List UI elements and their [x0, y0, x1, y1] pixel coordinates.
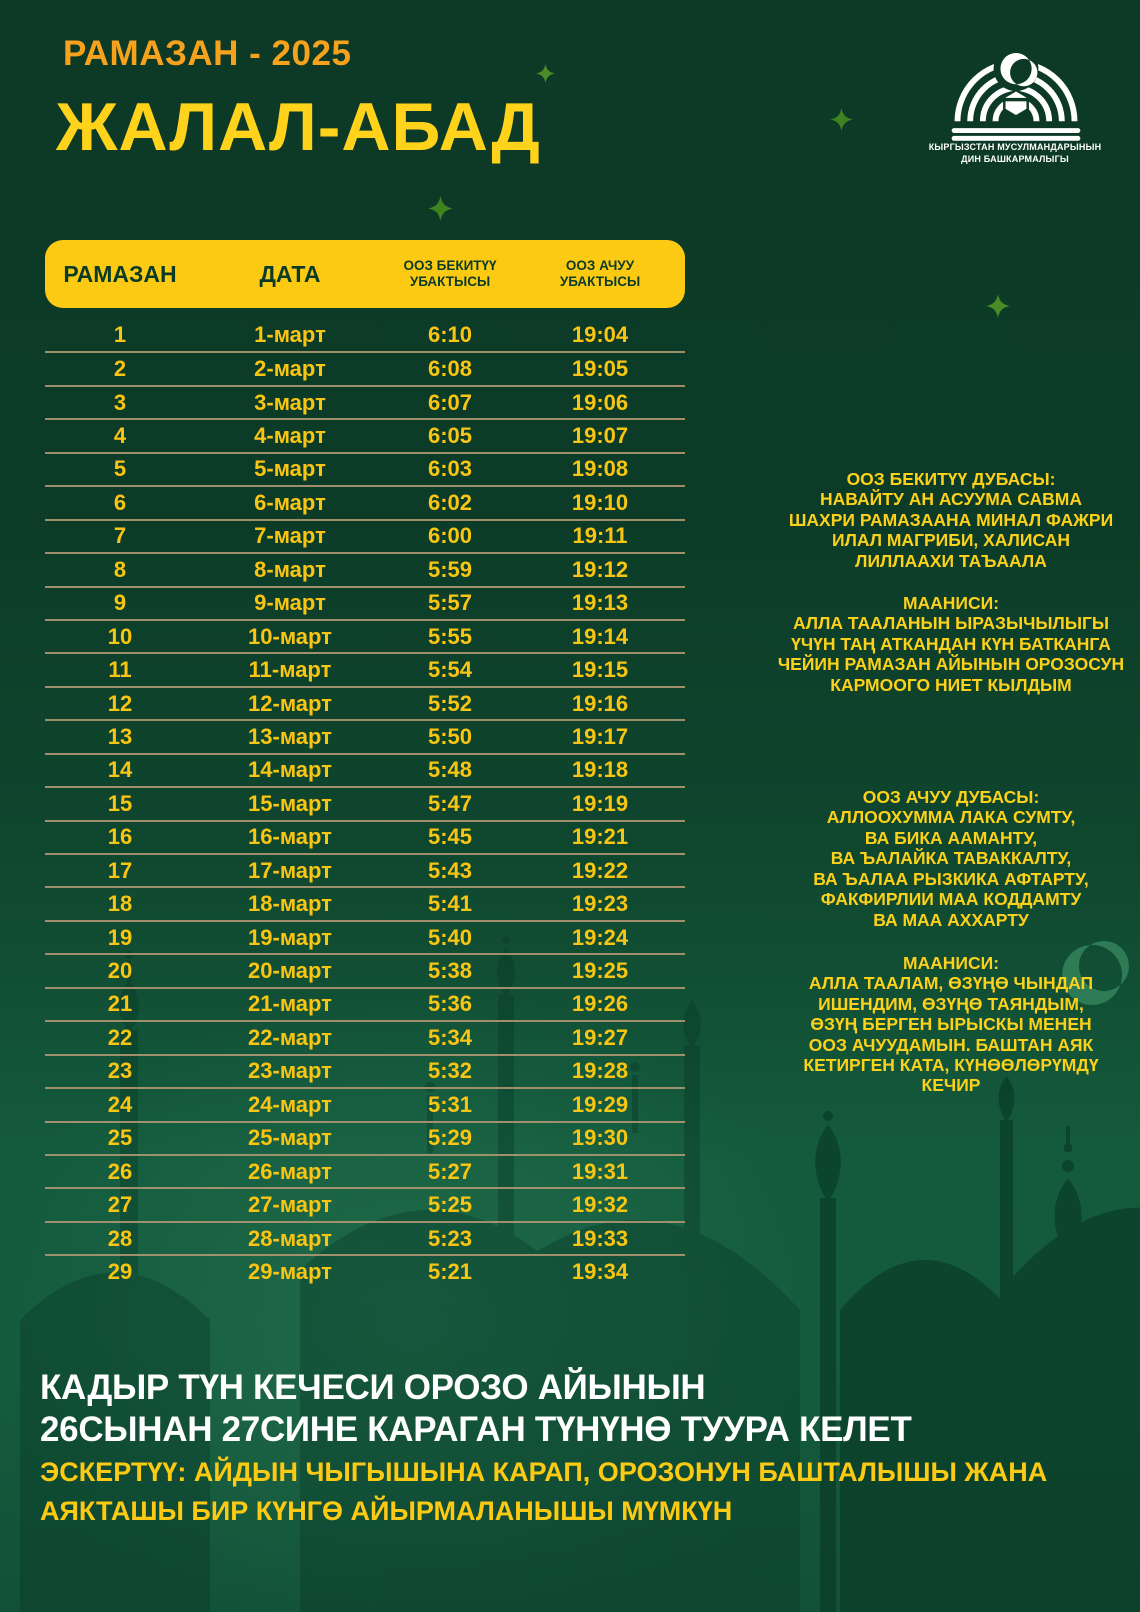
logo-org-line1: КЫРГЫЗСТАН МУСУЛМАНДАРЫНЫН [928, 142, 1102, 152]
date-cell: 15-март [248, 790, 332, 816]
city-title: ЖАЛАЛ-АБАД [56, 89, 541, 165]
timetable-row [45, 886, 685, 919]
fast-start-time: 5:27 [427, 1158, 473, 1184]
fast-start-time: 5:41 [427, 891, 473, 917]
fast-start-time: 5:45 [427, 824, 473, 850]
dua-line: ӨЗҮҢ БЕРГЕН ЫРЫСКЫ МЕНЕН [810, 1014, 1092, 1035]
fast-end-time: 19:06 [571, 389, 629, 415]
fast-end-time: 19:31 [571, 1158, 629, 1184]
column-header-fast-end: ООЗ АЧУУ УБАКТЫСЫ [559, 258, 641, 289]
fast-end-time: 19:30 [571, 1125, 629, 1151]
timetable-row [45, 1054, 685, 1087]
fast-end-time: 19:14 [571, 623, 629, 649]
timetable-row [45, 1187, 685, 1220]
timetable-row [45, 418, 685, 451]
dua-line: КАРМООГО НИЕТ КЫЛДЫМ [830, 674, 1072, 695]
timetable-row [45, 1020, 685, 1053]
fast-end-time: 19:12 [571, 556, 629, 582]
timetable-row [45, 351, 685, 384]
date-cell: 21-март [248, 991, 332, 1017]
kadyr-night-line1: КАДЫР ТҮН КЕЧЕСИ ОРОЗО АЙЫНЫН [40, 1368, 706, 1407]
fast-start-time: 5:23 [427, 1225, 473, 1251]
fast-start-time: 6:02 [427, 489, 473, 515]
sparkle-icon [536, 64, 555, 83]
muftiate-logo-icon [938, 44, 1094, 144]
ramadan-day: 12 [107, 690, 133, 716]
date-cell: 7-март [254, 523, 326, 549]
timetable-row [45, 619, 685, 652]
date-cell: 12-март [248, 690, 332, 716]
date-cell: 13-март [248, 723, 332, 749]
fast-end-time: 19:19 [571, 790, 629, 816]
fast-start-time: 5:57 [427, 590, 473, 616]
timetable-row [45, 953, 685, 986]
ramadan-day: 27 [107, 1192, 133, 1218]
date-cell: 28-март [248, 1225, 332, 1251]
date-cell: 4-март [254, 423, 326, 449]
fast-start-time: 6:00 [427, 523, 473, 549]
timetable-row [45, 1154, 685, 1187]
dua-line: ЧЕЙИН РАМАЗАН АЙЫНЫН ОРОЗОСУН [777, 654, 1125, 675]
fast-end-time: 19:04 [571, 321, 629, 347]
timetable-row [45, 686, 685, 719]
fast-start-time: 5:43 [427, 857, 473, 883]
fast-opening-dua-meaning [753, 953, 1140, 1096]
date-cell: 26-март [248, 1158, 332, 1184]
date-cell: 3-март [254, 389, 326, 415]
ramadan-day: 6 [113, 489, 127, 515]
ramadan-day: 25 [107, 1125, 133, 1151]
dua-line: ООЗ АЧУУДАМЫН. БАШТАН АЯК [808, 1034, 1094, 1055]
dua-line: АЛЛА ТААЛАНЫН ЫРАЗЫЧЫЛЫГЫ [792, 613, 1110, 634]
kadyr-night-line2: 26СЫНАН 27СИНЕ КАРАГАН ТҮНҮНӨ ТУУРА КЕЛЕТ [40, 1410, 912, 1449]
fast-start-time: 6:05 [427, 423, 473, 449]
fast-start-time: 5:52 [427, 690, 473, 716]
ramadan-day: 26 [107, 1158, 133, 1184]
fast-start-time: 5:21 [427, 1258, 473, 1284]
ramadan-day: 24 [107, 1091, 133, 1117]
ramadan-day: 10 [107, 623, 133, 649]
fast-closing-dua [753, 469, 1140, 571]
season-title: РАМАЗАН - 2025 [63, 34, 352, 73]
ramadan-day: 8 [113, 556, 127, 582]
notice-line2: АЯКТАШЫ БИР КҮНГӨ АЙЫРМАЛАНЫШЫ МҮМКҮН [40, 1496, 733, 1526]
ramadan-day: 29 [107, 1258, 133, 1284]
fast-start-time: 5:31 [427, 1091, 473, 1117]
timetable-row [45, 853, 685, 886]
fast-end-time: 19:07 [571, 423, 629, 449]
dua-line: АЛЛА ТААЛАМ, ӨЗҮҢӨ ЧЫНДАП [808, 973, 1094, 994]
fast-end-time: 19:22 [571, 857, 629, 883]
date-cell: 29-март [248, 1258, 332, 1284]
notice-line1: ЭСКЕРТҮҮ: АЙДЫН ЧЫГЫШЫНА КАРАП, ОРОЗОНУН БАШТАЛЫШЫ ЖАНА [40, 1457, 1048, 1487]
date-cell: 11-март [248, 657, 332, 683]
fast-end-time: 19:16 [571, 690, 629, 716]
dua-line: ФАКФИРЛИИ МАА КОДДАМТУ [820, 889, 1082, 910]
timetable-row [45, 719, 685, 752]
fast-start-time: 6:08 [427, 356, 473, 382]
dua-line: МААНИСИ: [902, 593, 1000, 614]
ramadan-day: 20 [107, 958, 133, 984]
fast-end-time: 19:11 [572, 523, 628, 549]
fast-closing-dua-meaning [753, 593, 1140, 695]
timetable-header [45, 240, 685, 308]
timetable-row [45, 519, 685, 552]
dua-line: АЛЛООХУММА ЛАКА СУМТУ, [826, 807, 1076, 828]
fast-end-time: 19:29 [571, 1091, 629, 1117]
ramadan-day: 19 [107, 924, 133, 950]
fast-end-time: 19:23 [571, 891, 629, 917]
fast-start-time: 6:07 [427, 389, 473, 415]
fast-end-time: 19:25 [571, 958, 629, 984]
dua-line: ШАХРИ РАМАЗААНА МИНАЛ ФАЖРИ [788, 509, 1114, 530]
date-cell: 27-март [248, 1192, 332, 1218]
timetable-row [45, 318, 685, 351]
ramadan-day: 7 [113, 523, 127, 549]
dua-line: ВА БИКА ААМАНТУ, [864, 827, 1038, 848]
date-cell: 24-март [248, 1091, 332, 1117]
dua-line: ООЗ БЕКИТҮҮ ДУБАСЫ: [846, 469, 1056, 489]
date-cell: 10-март [248, 623, 332, 649]
fast-end-time: 19:21 [571, 824, 629, 850]
date-cell: 5-март [254, 456, 326, 482]
ramadan-day: 15 [107, 790, 133, 816]
fast-start-time: 5:48 [427, 757, 473, 783]
date-cell: 2-март [254, 356, 326, 382]
ramadan-day: 23 [107, 1058, 133, 1084]
dua-line: КЕТИРГЕН КАТА, КҮНӨӨЛӨРҮМДҮ [803, 1054, 1099, 1075]
fast-start-time: 5:54 [427, 657, 473, 683]
date-cell: 23-март [248, 1058, 332, 1084]
date-cell: 19-март [248, 924, 332, 950]
dua-line: ИШЕНДИМ, ӨЗҮҢӨ ТАЯНДЫМ, [818, 993, 1084, 1014]
ramadan-day: 18 [107, 891, 133, 917]
date-cell: 22-март [248, 1024, 332, 1050]
dua-line: ВА ЪАЛАА РЫЗКИКА АФТАРТУ, [813, 868, 1089, 889]
date-cell: 14-март [248, 757, 332, 783]
ramadan-day: 14 [107, 757, 133, 783]
fast-end-time: 19:17 [571, 723, 629, 749]
fast-start-time: 5:59 [427, 556, 473, 582]
ramadan-day: 16 [107, 824, 133, 850]
ramadan-day: 4 [113, 423, 127, 449]
timetable-row [45, 1221, 685, 1254]
ramadan-day: 9 [113, 590, 127, 616]
sparkle-icon [830, 108, 853, 131]
ramadan-day: 28 [107, 1225, 133, 1251]
date-cell: 17-март [248, 857, 332, 883]
timetable-body [45, 318, 685, 1288]
fast-opening-dua [753, 787, 1140, 930]
ramadan-day: 2 [113, 356, 127, 382]
timetable-row [45, 786, 685, 819]
fast-start-time: 5:34 [427, 1024, 473, 1050]
dua-line: ИЛАЛ МАГРИБИ, ХАЛИСАН [832, 530, 1070, 551]
dua-line: ЛИЛЛААХИ ТАЪААЛА [855, 550, 1047, 571]
ramadan-day: 22 [107, 1024, 133, 1050]
ramadan-day: 1 [113, 321, 127, 347]
fast-end-time: 19:27 [571, 1024, 629, 1050]
ramadan-day: 17 [107, 857, 133, 883]
fast-end-time: 19:24 [571, 924, 629, 950]
fast-end-time: 19:13 [571, 590, 629, 616]
dua-line: ВА МАА АХХАРТУ [873, 909, 1029, 930]
fast-end-time: 19:15 [571, 657, 629, 683]
fast-start-time: 5:32 [427, 1058, 473, 1084]
logo-org-line2: ДИН БАШКАРМАЛЫГЫ [961, 153, 1069, 164]
fast-end-time: 19:08 [571, 456, 629, 482]
column-header-ramadan: РАМАЗАН [63, 260, 177, 287]
column-header-fast-start: ООЗ БЕКИТҮҮ УБАКТЫСЫ [403, 258, 497, 289]
fast-end-time: 19:32 [571, 1192, 629, 1218]
fast-end-time: 19:28 [571, 1058, 629, 1084]
dua-line: НАВАЙТУ АН АСУУМА САВМА [820, 489, 1082, 510]
timetable-row [45, 1087, 685, 1120]
timetable-row [45, 586, 685, 619]
fast-start-time: 5:29 [427, 1125, 473, 1151]
muftiate-logo-text [908, 142, 1122, 165]
fast-start-time: 5:47 [427, 790, 473, 816]
dua-line: ВА ЪАЛАЙКА ТАВАККАЛТУ, [830, 848, 1072, 869]
timetable-row [45, 753, 685, 786]
timetable-row [45, 987, 685, 1020]
date-cell: 25-март [248, 1125, 332, 1151]
column-header-date: ДАТА [259, 260, 321, 287]
dua-panel [753, 469, 1140, 1096]
sparkle-icon [428, 196, 453, 221]
dua-line: ООЗ АЧУУ ДУБАСЫ: [862, 787, 1040, 808]
date-cell: 6-март [254, 489, 326, 515]
dua-line: ҮЧҮН ТАҢ АТКАНДАН КҮН БАТКАНГА [791, 633, 1111, 654]
date-cell: 18-март [248, 891, 332, 917]
fast-end-time: 19:18 [571, 757, 629, 783]
fast-start-time: 5:55 [427, 623, 473, 649]
foreground-mosque-silhouette [815, 1064, 1140, 1612]
date-cell: 1-март [254, 321, 326, 347]
fast-end-time: 19:26 [571, 991, 629, 1017]
date-cell: 8-март [254, 556, 326, 582]
date-cell: 9-март [254, 590, 326, 616]
timetable-row [45, 452, 685, 485]
fast-start-time: 5:36 [427, 991, 473, 1017]
fast-end-time: 19:10 [571, 489, 629, 515]
ramadan-day: 21 [107, 991, 133, 1017]
timetable-row [45, 820, 685, 853]
timetable-row [45, 485, 685, 518]
fast-start-time: 5:50 [427, 723, 473, 749]
timetable-row [45, 1254, 685, 1287]
ramadan-day: 13 [107, 723, 133, 749]
fast-end-time: 19:33 [571, 1225, 629, 1251]
fast-start-time: 5:40 [427, 924, 473, 950]
ramadan-day: 3 [113, 389, 127, 415]
date-cell: 20-март [248, 958, 332, 984]
dua-line: МААНИСИ: [902, 952, 1000, 973]
timetable-row [45, 552, 685, 585]
ramadan-day: 5 [113, 456, 127, 482]
fast-start-time: 5:25 [427, 1192, 473, 1218]
dua-line: КЕЧИР [921, 1075, 981, 1096]
fast-end-time: 19:05 [571, 356, 629, 382]
date-cell: 16-март [248, 824, 332, 850]
fast-start-time: 6:03 [427, 456, 473, 482]
fast-end-time: 19:34 [571, 1258, 629, 1284]
timetable-row [45, 920, 685, 953]
timetable-row [45, 1121, 685, 1154]
timetable-row [45, 385, 685, 418]
sparkle-icon [986, 294, 1010, 318]
fast-start-time: 5:38 [427, 958, 473, 984]
timetable-row [45, 652, 685, 685]
ramadan-day: 11 [108, 657, 132, 683]
fast-start-time: 6:10 [427, 321, 473, 347]
